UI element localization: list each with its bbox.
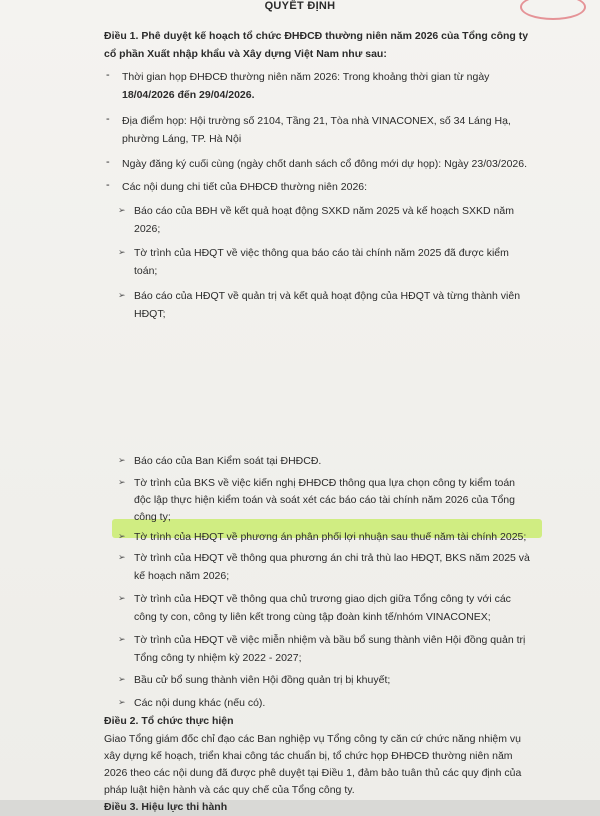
arrow-bullet-icon: ➢ [118, 205, 126, 215]
sub-item-1-line-1: Báo cáo của BĐH về kết quả hoạt động SXKD năm 2025 và kế hoạch SXKD năm [134, 205, 514, 217]
dieu-3-heading: Điều 3. Hiệu lực thi hành [104, 801, 228, 813]
dieu-1-text-1: Phê duyệt kế hoạch tổ chức ĐHĐCĐ thường niên năm 2026 của Tổng công ty [138, 30, 529, 42]
bullet-dash: - [106, 113, 110, 125]
arrow-bullet-icon: ➢ [118, 552, 126, 562]
document-title: QUYẾT ĐỊNH [264, 0, 336, 12]
bullet-time-line-1: Thời gian họp ĐHĐCĐ thường niên năm 2026: Trong khoảng thời gian từ ngày [122, 71, 490, 83]
dieu-1-line-1 [104, 28, 528, 45]
bullet-dash: - [106, 179, 110, 191]
sub-item-7-line-2: kế hoạch năm 2026; [134, 570, 230, 582]
sub-item-4: Báo cáo của Ban Kiểm soát tại ĐHĐCĐ. [134, 455, 322, 467]
sub-item-3-line-1: Báo cáo của HĐQT về quản trị và kết quả hoạt động của HĐQT và từng thành viên [134, 290, 521, 302]
dieu-2-heading: Điều 2. Tổ chức thực hiện [104, 715, 234, 727]
arrow-bullet-icon: ➢ [118, 593, 126, 603]
sub-item-6-highlighted: Tờ trình của HĐQT về phương án phân phối lợi nhuận sau thuế năm tài chính 2025; [134, 531, 527, 543]
arrow-bullet-icon: ➢ [118, 247, 126, 257]
sub-item-2-line-1: Tờ trình của HĐQT về việc thông qua báo cáo tài chính năm 2025 đã được kiểm [134, 247, 509, 259]
arrow-bullet-icon: ➢ [118, 531, 126, 541]
bullet-place-line-1: Địa điểm họp: Hội trường số 2104, Tầng 21, Tòa nhà VINACONEX, số 34 Láng Hạ, [122, 115, 511, 127]
arrow-bullet-icon: ➢ [118, 697, 126, 707]
dieu-2-line-2: xây dựng kế hoạch, triển khai công tác chuẩn bị, tổ chức họp ĐHĐCĐ thường niên năm [104, 750, 513, 762]
sub-item-10: Bầu cử bổ sung thành viên Hội đồng quản trị bị khuyết; [134, 674, 391, 686]
bullet-dash: - [106, 156, 110, 168]
sub-item-8-line-2: công ty con, công ty liên kết trong cùng tập đoàn kinh tế/nhóm VINACONEX; [134, 611, 491, 623]
sub-item-7-line-1: Tờ trình của HĐQT về thông qua phương án chi trả thù lao HĐQT, BKS năm 2025 và [134, 552, 530, 564]
sub-item-5-line-2: độc lập thực hiện kiểm toán và soát xét các báo cáo tài chính năm 2026 của Tổng [134, 494, 515, 506]
arrow-bullet-icon: ➢ [118, 290, 126, 300]
sub-item-9-line-1: Tờ trình của HĐQT về việc miễn nhiệm và bầu bổ sung thành viên Hội đồng quản trị [134, 634, 526, 646]
bullet-time-line-2: 18/04/2026 đến 29/04/2026. [122, 89, 255, 101]
sub-item-5-line-1: Tờ trình của BKS về việc kiến nghị ĐHĐCĐ thông qua lựa chọn công ty kiểm toán [134, 477, 516, 489]
arrow-bullet-icon: ➢ [118, 634, 126, 644]
sub-item-1-line-2: 2026; [134, 223, 161, 235]
bullet-record-date: Ngày đăng ký cuối cùng (ngày chốt danh sách cổ đông mới dự họp): Ngày 23/03/2026. [122, 158, 528, 170]
sub-item-11: Các nội dung khác (nếu có). [134, 697, 266, 709]
dieu-2-line-4: pháp luật hiện hành và các quy chế của Tổng công ty. [104, 784, 355, 796]
dieu-2-line-1: Giao Tổng giám đốc chỉ đạo các Ban nghiệp vụ Tổng công ty căn cứ chức năng nhiệm vụ [104, 733, 522, 745]
arrow-bullet-icon: ➢ [118, 477, 126, 487]
bullet-dash: - [106, 69, 110, 81]
dieu-2-line-3: 2026 theo các nội dung đã được phê duyệt tại Điều 1, đảm bảo tuân thủ các quy định của [104, 767, 522, 779]
sub-item-5-line-3: công ty; [134, 511, 171, 523]
sub-item-2-line-2: toán; [134, 265, 158, 277]
sub-item-3-line-2: HĐQT; [134, 308, 166, 320]
dieu-1-text-2: cổ phần Xuất nhập khẩu và Xây dựng Việt Nam như sau: [104, 48, 387, 60]
bullet-contents: Các nội dung chi tiết của ĐHĐCĐ thường niên 2026: [122, 181, 368, 193]
sub-item-8-line-1: Tờ trình của HĐQT về thông qua chủ trương giao dịch giữa Tổng công ty với các [134, 593, 511, 605]
arrow-bullet-icon: ➢ [118, 455, 126, 465]
dieu-1-label: Điều 1. [104, 30, 139, 42]
bullet-place-line-2: phường Láng, TP. Hà Nội [122, 133, 242, 145]
arrow-bullet-icon: ➢ [118, 674, 126, 684]
sub-item-9-line-2: Tổng công ty nhiệm kỳ 2022 - 2027; [134, 652, 302, 664]
